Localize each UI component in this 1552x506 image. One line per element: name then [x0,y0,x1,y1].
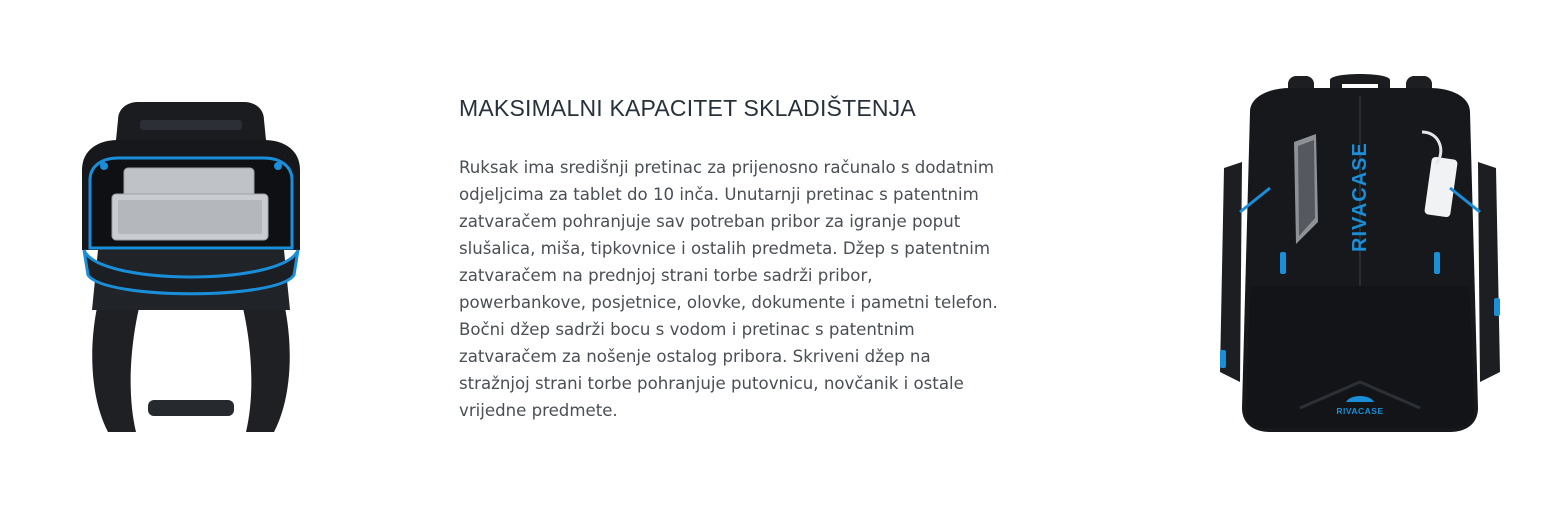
description-line: odjeljcima za tablet do 10 inča. Unutarnji pretinac s patentnim [459,185,979,204]
description-line: Bočni džep sadrži bocu s vodom i pretinac s patentnim [459,320,915,339]
feature-section [459,92,1019,424]
description-line: slušalica, miša, tipkovnice i ostalih predmeta. Džep s patentnim [459,239,991,258]
description-line: zatvaračem za nošenje ostalog pribora. Skriveni džep na [459,347,931,366]
description-line: powerbankove, posjetnice, olovke, dokumente i pametni telefon. [459,293,998,312]
backpack-front-illustration [1210,72,1510,438]
description-line: zatvaračem pohranjuje sav potreban pribor za igranje poput [459,212,961,231]
description-line: vrijedne predmete. [459,401,618,420]
backpack-open-image [78,100,304,440]
brand-bottom-text: RIVACASE [1336,406,1384,416]
brand-vertical-text: RIVACASE [1349,142,1371,252]
backpack-open-illustration [78,100,304,440]
backpack-front-image [1210,72,1510,438]
description-line: zatvaračem na prednjoj strani torbe sadrži pribor, [459,266,873,285]
description-line: stražnjoj strani torbe pohranjuje putovnicu, novčanik i ostale [459,374,964,393]
feature-description [459,154,1019,424]
feature-heading: MAKSIMALNI KAPACITET SKLADIŠTENJA [459,95,916,121]
description-line: Ruksak ima središnji pretinac za prijenosno računalo s dodatnim [459,158,994,177]
